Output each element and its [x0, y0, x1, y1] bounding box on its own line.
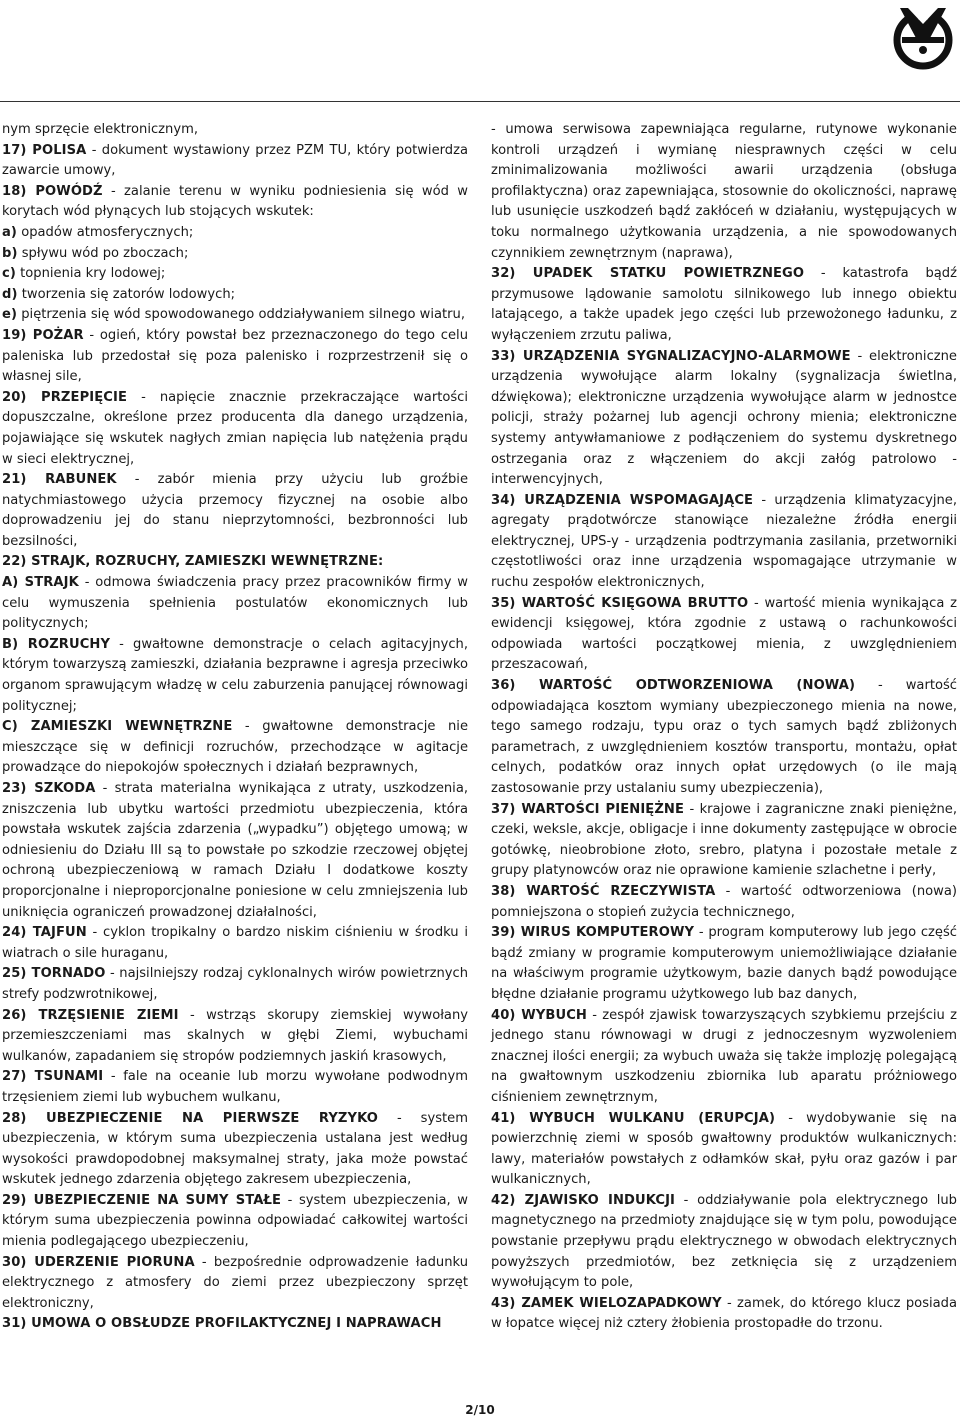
- definition-text: - cyklon tropikalny o bardzo niskim ciśnieniu w środku i wiatrach o sile huraganu,: [2, 925, 468, 961]
- definition-term: 40) WYBUCH: [491, 1007, 587, 1023]
- definition-item: [491, 676, 957, 800]
- definition-term: b): [2, 245, 18, 261]
- definition-text: - gwałtowne demonstracje nie mieszczące się w definicji rozruchów, przechodzące w agitacje prowadzące do niepokojów społecznych i działań bezprawnych,: [2, 719, 468, 776]
- definition-term: e): [2, 307, 18, 323]
- definition-text: piętrzenia się wód spowodowanego oddziaływaniem silnego wiatru,: [17, 307, 466, 323]
- definition-term: 20) PRZEPIĘCIE: [2, 389, 128, 405]
- definition-text: - elektroniczne urządzenia wywołujące alarm lokalny (sygnalizacja świetlna, dźwiękowa); elektroniczne urządzenia wywołujące alarm w jednostce policji, straży pożarnej lub agencji ochrony mienia; elektroniczne systemy antywłamaniowe z podłączeniem do systemu dyskretnego ostrzegania oraz z włączeniem do akcji załóg patrolowo - interwencyjnych,: [491, 348, 957, 488]
- definition-item: [2, 223, 468, 244]
- definition-text: - odmowa świadczenia pracy przez pracowników firmy w celu wymuszenia spełnienia postulatów ekonomicznych lub politycznych;: [2, 575, 468, 632]
- definition-term: 41) WYBUCH WULKANU (ERUPCJA): [491, 1110, 776, 1126]
- definition-text: opadów atmosferycznych;: [17, 224, 194, 240]
- definition-item: [2, 388, 468, 470]
- definition-term: 26) TRZĘSIENIE ZIEMI: [2, 1007, 179, 1023]
- definition-text: - gwałtowne demonstracje o celach agitacyjnych, którym towarzyszą zamieszki, działania bezprawne i agresja przeciwko organom sprawującym władzę w celu zaburzenia panującej równowagi politycznej;: [2, 636, 468, 714]
- definition-text: - wartość odpowiadająca kosztom wymiany ubezpieczonego mienia na nowe, tego samego rodzaju, typu oraz o tych samych bądź zbliżonych parametrach, z uwzględnieniem kosztów transportu, montażu, opłat celnych, podatków oraz innych opłat urzędowych (o ile mają zastosowanie przy ustalaniu sumy ubezpieczenia),: [491, 678, 957, 796]
- definition-term: 28) UBEZPIECZENIE NA PIERWSZE RYZYKO: [2, 1110, 378, 1126]
- definition-item: [2, 923, 468, 964]
- definition-text: tworzenia się zatorów lodowych;: [17, 286, 236, 302]
- definition-item: [2, 1067, 468, 1108]
- definition-term: 43) ZAMEK WIELOZAPADKOWY: [491, 1295, 722, 1311]
- definition-item: [2, 264, 468, 285]
- definition-term: a): [2, 224, 18, 240]
- definition-term: 27) TSUNAMI: [2, 1069, 104, 1085]
- definition-term: 37) WARTOŚCI PIENIĘŻNE: [491, 801, 685, 817]
- definition-term: 24) TAJFUN: [2, 925, 87, 941]
- definition-item: [491, 1191, 957, 1294]
- definition-item: [491, 923, 957, 1005]
- definition-term: 30) UDERZENIE PIORUNA: [2, 1254, 195, 1270]
- definition-term: 19) POŻAR: [2, 327, 84, 343]
- definition-text: - wartość mienia wynikająca z ewidencji księgowej, która zgodnie z ustawą o rachunkowości odpowiada wartości początkowej mienia, z uwzględnieniem przeszacowań,: [491, 595, 957, 673]
- left-column: [2, 120, 468, 1335]
- definition-text: - program komputerowy lub jego część bądź zmiany w programie komputerowym uniemożliwiające działanie na właściwym programie użytkowym, bazie danych bądź powodujące błędne działanie programu użytkowego lub baz danych,: [491, 925, 958, 1002]
- pzm-emblem-icon: [890, 4, 956, 70]
- definition-text: - urządzenia klimatyzacyjne, agregaty prądotwórcze stanowiące niezależne źródła energii elektrycznej, UPS-y - urządzenia podtrzymania zasilania, przetworniki częstotliwości oraz inne urządzenia wspomagające utrzymanie w ruchu zespołów elektronicznych,: [491, 492, 958, 591]
- definition-text: - wartość odtworzeniowa (nowa) pomniejszona o stopień zużycia technicznego,: [491, 883, 957, 920]
- definition-item: [2, 1109, 468, 1191]
- definition-text: nym sprzęcie elektronicznym,: [2, 122, 199, 137]
- definition-item: [2, 1314, 468, 1335]
- definition-item: [491, 347, 957, 491]
- definition-item: [491, 120, 957, 264]
- definition-term: 31) UMOWA O OBSŁUDZE PROFILAKTYCZNEJ I NAPRAWACH: [2, 1316, 442, 1332]
- page-number: 2/10: [465, 1403, 495, 1417]
- definition-term: A) STRAJK: [2, 575, 79, 591]
- definition-text: - oddziaływanie pola elektrycznego lub magnetycznego na przedmioty znajdujące się w tym polu, powodujące powstanie przepływu prądu elektrycznego w obwodach elektrycznych powyższych przedmiotów, bez zetknięcia się z urządzeniem wywołującym to pole,: [491, 1192, 957, 1291]
- definition-term: 35) WARTOŚĆ KSIĘGOWA BRUTTO: [491, 595, 749, 611]
- definition-term: 18) POWÓDŹ: [2, 183, 103, 199]
- definition-item: [2, 1006, 468, 1068]
- definition-term: 42) ZJAWISKO INDUKCJI: [491, 1192, 676, 1208]
- definition-term: 29) UBEZPIECZENIE NA SUMY STAŁE: [2, 1192, 282, 1208]
- definition-term: 22) STRAJK, ROZRUCHY, ZAMIESZKI WEWNĘTRZNE:: [2, 554, 384, 570]
- definition-text: - krajowe i zagraniczne znaki pieniężne, czeki, weksle, akcje, obligacje i inne dokumenty zastępujące w obrocie gotówkę, nieobrobione złoto, srebro, platyna i pozostałe metale z grupy platynowców oraz nie oprawione kamienie szlachetne i perły,: [491, 801, 957, 879]
- definition-text: - bezpośrednie odprowadzenie ładunku elektrycznego z atmosfery do ziemi przez ubezpieczony sprzęt elektroniczny,: [2, 1254, 468, 1311]
- definition-text: - napięcie znacznie przekraczające wartości dopuszczalne, określone przez producenta dla danego urządzenia, pojawiające się wskutek nagłych zmian napięcia lub natężenia prądu w sieci elektrycznej,: [2, 389, 469, 467]
- definition-term: 39) WIRUS KOMPUTEROWY: [491, 925, 695, 941]
- definition-text: - wydobywanie się na powierzchnię ziemi w sposób gwałtowny produktów wulkanicznych: lawy, materiałów powstałych z odłamków skał, pyłu oraz gazów i par wulkanicznych,: [491, 1110, 957, 1188]
- definition-text: - ogień, który powstał bez przeznaczonego do tego celu paleniska lub przedostał się poza palenisko i rozprzestrzenił się o własnej sile,: [2, 327, 468, 385]
- definition-term: 21) RABUNEK: [2, 472, 117, 488]
- definition-term: 34) URZĄDZENIA WSPOMAGAJĄCE: [491, 492, 754, 508]
- definition-text: spływu wód po zboczach;: [17, 245, 189, 261]
- definition-term: 36) WARTOŚĆ ODTWORZENIOWA (NOWA): [491, 678, 856, 694]
- definition-item: [2, 635, 468, 717]
- definition-term: 23) SZKODA: [2, 781, 96, 796]
- definition-item: [491, 800, 957, 882]
- definition-item: [2, 244, 468, 265]
- definition-item: [2, 1253, 468, 1315]
- definition-item: [2, 305, 468, 326]
- definition-term: 25) TORNADO: [2, 966, 106, 982]
- definition-item: [2, 182, 468, 223]
- definition-item: [491, 1006, 957, 1109]
- definition-text: - dokument wystawiony przez PZM TU, który potwierdza zawarcie umowy,: [2, 142, 468, 179]
- definition-text: - system ubezpieczenia, w którym suma ubezpieczenia ustalana jest według wysokości prawdopodobnej maksymalnej straty, jaka może powstać wskutek jednego zdarzenia objętego zakresem ubezpieczenia,: [2, 1110, 468, 1188]
- definition-text: - zabór mienia przy użyciu lub groźbie natychmiastowego użycia przemocy fizycznej na osobie albo doprowadzeniu jej do stanu nieprzytomności, bezbronności lub bezsilności,: [2, 472, 468, 549]
- definition-text: - katastrofa bądź przymusowe lądowanie samolotu silnikowego lub innego obiektu latającego, a także upadek jego części lub przewożonego ładunku, z wyłączeniem zrzutu paliwa,: [491, 266, 957, 343]
- definition-text: - wstrząs skorupy ziemskiej wywołany przemieszczeniami mas skalnych w głębi Ziemi, wybuchami wulkanów, zapadaniem się stropów podziemnych jaskiń krasowych,: [2, 1007, 468, 1064]
- definition-item: [491, 1109, 957, 1191]
- definition-item: [491, 882, 957, 923]
- definition-text: - najsilniejszy rodzaj cyklonalnych wirów powietrznych strefy podzwrotnikowej,: [2, 966, 468, 1002]
- definition-item: [491, 594, 957, 676]
- definition-term: 33) URZĄDZENIA SYGNALIZACYJNO-ALARMOWE: [491, 348, 851, 364]
- definition-term: B) ROZRUCHY: [2, 636, 111, 652]
- definition-item: [2, 141, 468, 182]
- definition-item: [2, 552, 468, 573]
- definition-item: [2, 717, 468, 779]
- definition-item: [2, 120, 468, 141]
- definition-item: [2, 964, 468, 1005]
- definition-term: 17) POLISA: [2, 142, 87, 158]
- definition-text: - fale na oceanie lub morzu wywołane podwodnym trzęsieniem ziemi lub wybuchem wulkanu,: [2, 1069, 468, 1105]
- definition-term: 38) WARTOŚĆ RZECZYWISTA: [491, 883, 716, 899]
- definition-term: 32) UPADEK STATKU POWIETRZNEGO: [491, 266, 805, 282]
- definition-term: d): [2, 286, 18, 302]
- definition-text: - system ubezpieczenia, w którym suma ubezpieczenia powinna odpowiadać całkowitej wartości mienia podlegającego ubezpieczeniu,: [2, 1192, 469, 1250]
- definition-item: [2, 779, 468, 923]
- definition-item: [491, 1294, 957, 1335]
- definition-item: [2, 470, 468, 552]
- definition-item: [491, 491, 957, 594]
- definition-item: [2, 285, 468, 306]
- definition-item: [491, 264, 957, 346]
- definition-text: - zamek, do którego klucz posiada w łopatce więcej niż cztery żłobienia prostopadłe do trzonu.: [491, 1295, 958, 1332]
- definition-item: [2, 573, 468, 635]
- definition-item: [2, 1191, 468, 1253]
- definition-text: - umowa serwisowa zapewniająca regularne, rutynowe wykonanie kontroli urządzeń i wymianę niesprawnych części w celu zminimalizowania możliwości awarii urządzenia (obsługa profilaktyczna) oraz zapewniająca, stosownie do okoliczności, naprawę lub usunięcie uszkodzeń bądź zakłóceń w działaniu, występujących w toku normalnego użytkowania urządzenia, a nie spowodowanych czynnikiem zewnętrznym (naprawa),: [491, 122, 957, 261]
- right-column: [491, 120, 957, 1335]
- definition-text: topnienia kry lodowej;: [15, 266, 166, 282]
- definition-text: - zalanie terenu w wyniku podniesienia się wód w korytach wód płynących lub stojących wskutek:: [2, 183, 468, 220]
- definition-item: [2, 326, 468, 388]
- definition-text: - zespół zjawisk towarzyszących szybkiemu przejściu z jednego stanu równowagi w drugi z jednoczesnym wyzwoleniem znacznej ilości energii; za wybuch uważa się także implozję polegającą na gwałtownym uszkodzeniu zbiornika lub aparatu próżniowego ciśnieniem zewnętrznym,: [491, 1007, 957, 1105]
- header-rule: [0, 101, 960, 102]
- definition-term: C) ZAMIESZKI WEWNĘTRZNE: [2, 719, 233, 735]
- definition-text: - strata materialna wynikająca z utraty, uszkodzenia, zniszczenia lub ubytku wartości przedmiotu ubezpieczenia, która powstała wskutek zajścia zdarzenia („wypadku”) objętego umową; w odniesieniu do Działu III są to powstałe po szkodzie rzeczowej objętej ochroną ubezpieczeniową w ramach Działu I dodatkowe koszty proporcjonalne i nieproporcjonalne poniesione w celu zmniejszenia lub uniknięcia ograniczeń prowadzonej działalności,: [2, 781, 469, 920]
- definition-term: c): [2, 266, 16, 282]
